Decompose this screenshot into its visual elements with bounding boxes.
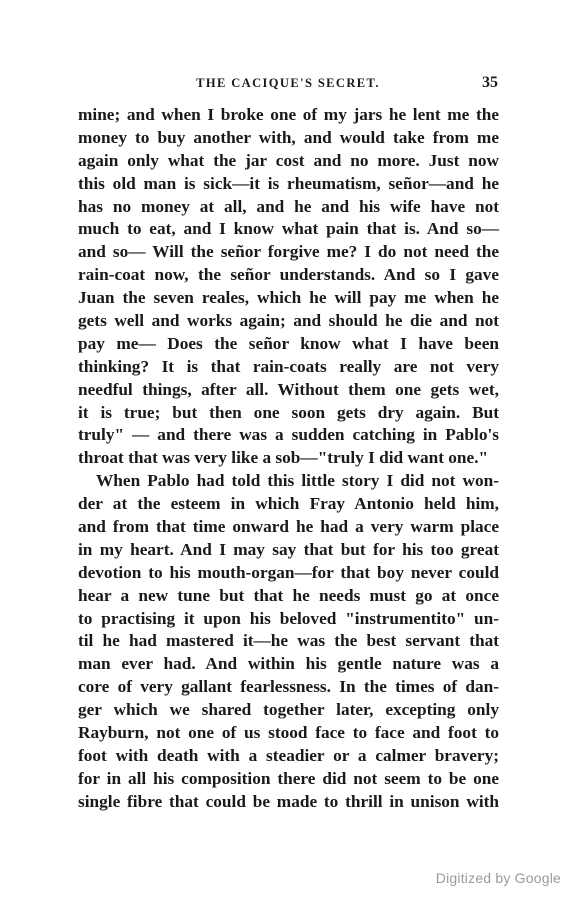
text-line: hear a new tune but that he needs must go at once (78, 585, 499, 605)
text-line: thinking? It is that rain-coats really are not very (78, 356, 499, 376)
text-line: money to buy another with, and would take from me (78, 127, 499, 147)
text-line: much to eat, and I know what pain that is. And so— (78, 219, 499, 239)
text-line: in my heart. And I may say that but for his too great (78, 539, 499, 559)
text-line: til he had mastered it—he was the best servant that (78, 631, 499, 651)
digitization-watermark: Digitized by Google (435, 870, 561, 886)
text-line: Rayburn, not one of us stood face to face and foot to (78, 723, 499, 743)
text-line: this old man is sick—it is rheumatism, señor—and he (78, 173, 499, 193)
text-line: and from that time onward he had a very warm place (78, 517, 499, 537)
text-line: for in all his composition there did not seem to be one (78, 768, 499, 788)
text-line: pay me— Does the señor know what I have been (78, 333, 499, 353)
text-line: foot with death with a steadier or a calmer bravery; (78, 745, 499, 765)
text-line: to practising it upon his beloved "instrumentito" un- (78, 608, 499, 628)
text-line: gets well and works again; and should he die and not (78, 311, 499, 331)
text-line: throat that was very like a sob—"truly I did want one." (78, 448, 489, 468)
page-header (78, 74, 498, 94)
text-line: ger which we shared together later, excepting only (78, 700, 499, 720)
text-line: devotion to his mouth-organ—for that boy never could (78, 562, 499, 582)
text-line: Juan the seven reales, which he will pay me when he (78, 288, 499, 308)
text-line: rain-coat now, the señor understands. And so I gave (78, 265, 499, 285)
body-text (78, 104, 499, 814)
text-line: When Pablo had told this little story I did not won- (96, 471, 499, 491)
text-line: has no money at all, and he and his wife have not (78, 196, 499, 216)
text-line: man ever had. And within his gentle nature was a (78, 654, 499, 674)
text-line: core of very gallant fearlessness. In the times of dan- (78, 677, 499, 697)
text-line: needful things, after all. Without them one gets wet, (78, 379, 499, 399)
text-line: it is true; but then one soon gets dry again. But (78, 402, 499, 422)
text-line: der at the esteem in which Fray Antonio held him, (78, 494, 499, 514)
text-line: truly" — and there was a sudden catching in Pablo's (78, 425, 499, 445)
text-line: single fibre that could be made to thrill in unison with (78, 791, 499, 811)
page-number: 35 (482, 74, 498, 91)
text-line: again only what the jar cost and no more. Just now (78, 150, 499, 170)
text-line: and so— Will the señor forgive me? I do not need the (78, 242, 499, 262)
text-line: mine; and when I broke one of my jars he lent me the (78, 105, 499, 124)
running-title: THE CACIQUE'S SECRET. (196, 76, 380, 90)
